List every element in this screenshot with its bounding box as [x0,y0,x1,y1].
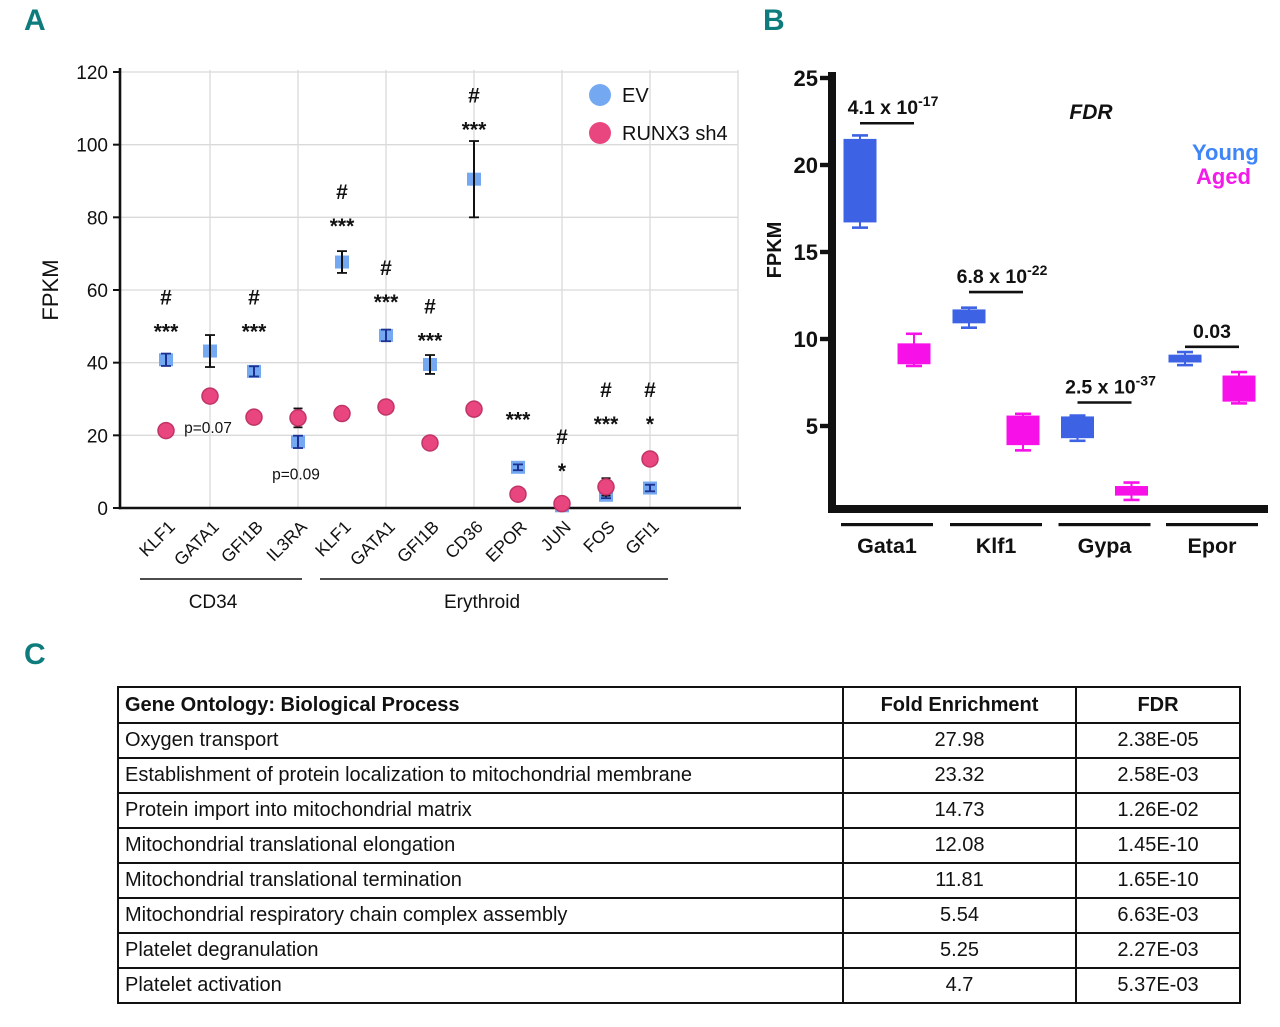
svg-text:#: # [468,84,480,108]
go-fdr-value: 1.45E-10 [1076,828,1240,863]
go-fdr-value: 2.27E-03 [1076,933,1240,968]
svg-text:#: # [160,286,172,310]
gene-IL3RA-3 [272,408,320,483]
box-Epor-young [1169,352,1202,365]
legend-sh4-label: RUNX3 sh4 [622,123,728,145]
legend-aged-label: Aged [1196,164,1251,189]
go-table-body [118,723,1240,1003]
panel-a-x-labels [135,516,663,569]
go-fold-enrichment: 4.7 [843,968,1076,1003]
svg-text:#: # [248,286,260,310]
legend-ev-label: EV [622,85,649,107]
legend-young-label: Young [1192,140,1259,165]
svg-text:FOS: FOS [579,516,619,557]
panel-a-ylabel: FPKM [38,259,63,321]
go-fdr-value: 2.58E-03 [1076,758,1240,793]
go-process-name: Protein import into mitochondrial matrix [118,793,843,828]
go-table-header [118,687,1240,723]
go-fdr-value: 1.26E-02 [1076,793,1240,828]
fdr-annotation-Gata1 [848,93,939,123]
go-process-name: Oxygen transport [118,723,843,758]
fdr-annotation-Klf1 [957,262,1048,292]
gene-GATA1-1 [184,335,232,437]
panel-b-group-Gata1 [841,523,933,558]
go-row-0 [118,723,1240,758]
panel-b-group-Gypa [1059,523,1151,558]
svg-text:Gypa: Gypa [1077,534,1132,558]
svg-text:JUN: JUN [536,516,575,555]
panel-a-group-Erythroid [320,579,668,613]
svg-text:GFI1B: GFI1B [392,516,443,567]
svg-text:Epor: Epor [1187,534,1237,558]
box-Epor-aged [1223,372,1256,403]
go-process-name: Platelet activation [118,968,843,1003]
svg-text:20: 20 [86,426,108,448]
svg-text:#: # [556,426,568,450]
panel-b-group-Klf1 [950,523,1042,558]
svg-text:KLF1: KLF1 [311,516,355,561]
svg-text:4.1 x 10-17: 4.1 x $10^{-17}$ [847,93,939,120]
go-process-name: Mitochondrial translational elongation [118,828,843,863]
svg-text:100: 100 [76,135,108,157]
svg-text:25: 25 [793,66,818,91]
panel-b-y-axis [828,72,836,513]
svg-text:2.5 x 10-37: 2.5 x $10^{-37}$ [1065,372,1156,399]
gene-EPOR-8 [506,409,531,502]
go-header-row [118,687,1240,723]
svg-text:#: # [336,180,348,204]
panel-a-y-ticks [76,63,120,520]
go-header-process: Gene Ontology: Biological Process [118,687,843,723]
panel-a-group-CD34 [140,579,302,613]
go-fold-enrichment: 27.98 [843,723,1076,758]
go-process-name: Platelet degranulation [118,933,843,968]
go-row-5 [118,898,1240,933]
svg-text:CD34: CD34 [188,592,238,613]
svg-text:Gata1: Gata1 [857,534,917,558]
go-row-4 [118,863,1240,898]
svg-text:Erythroid: Erythroid [443,592,521,613]
svg-text:0.03: 0.03 [1193,320,1231,343]
svg-text:***: *** [505,408,531,432]
go-fold-enrichment: 5.25 [843,933,1076,968]
panel-b-chart [764,66,1268,558]
go-row-3 [118,828,1240,863]
panel-b-y-ticks [794,66,830,439]
box-Gypa-aged [1115,483,1148,500]
svg-text:***: *** [373,291,399,315]
svg-text:GATA1: GATA1 [345,516,399,570]
go-fold-enrichment: 14.73 [843,793,1076,828]
go-process-name: Mitochondrial respiratory chain complex assembly [118,898,843,933]
svg-text:6.8 x 10-22: 6.8 x $10^{-22}$ [956,262,1048,289]
svg-text:5: 5 [805,414,818,439]
svg-text:EPOR: EPOR [481,516,531,566]
panel-a-chart [38,63,741,613]
go-row-7 [118,968,1240,1003]
panel-a-legend [589,84,728,145]
svg-text:KLF1: KLF1 [135,516,179,561]
svg-text:#: # [424,295,436,319]
go-row-6 [118,933,1240,968]
svg-text:***: *** [417,329,443,353]
panel-b-title: FDR [1069,101,1113,124]
svg-text:*: * [557,460,567,484]
svg-text:***: *** [329,214,355,238]
gene-FOS-10 [594,379,619,502]
panel-b-x-axis [828,505,1268,513]
panel-b-label: B [763,4,785,37]
go-process-name: Establishment of protein localization to mitochondrial membrane [118,758,843,793]
svg-text:***: *** [593,412,619,436]
go-table-container [117,686,1241,1004]
go-fdr-value: 6.63E-03 [1076,898,1240,933]
go-fdr-value: 2.38E-05 [1076,723,1240,758]
panel-c-label: C [24,638,46,671]
box-Gata1-young [844,135,877,227]
svg-text:Klf1: Klf1 [975,534,1017,558]
legend-sh4-swatch [589,122,611,144]
svg-text:p=0.09: p=0.09 [272,466,320,484]
svg-text:***: *** [241,320,267,344]
panel-a-label: A [24,4,46,37]
svg-text:IL3RA: IL3RA [262,516,311,566]
svg-text:CD36: CD36 [441,516,487,563]
box-Klf1-aged [1007,414,1040,451]
legend-ev-swatch [589,84,611,106]
svg-text:GFI1B: GFI1B [216,516,267,567]
svg-text:***: *** [153,320,179,344]
go-fdr-value: 5.37E-03 [1076,968,1240,1003]
gene-JUN-9 [554,426,570,512]
fdr-annotation-Gypa [1065,373,1156,403]
svg-text:*: * [645,412,655,436]
svg-text:#: # [380,257,392,281]
box-Klf1-young [953,308,986,328]
go-fold-enrichment: 12.08 [843,828,1076,863]
go-fold-enrichment: 11.81 [843,863,1076,898]
svg-text:40: 40 [86,353,108,375]
go-fold-enrichment: 23.32 [843,758,1076,793]
box-Gata1-aged [898,334,931,366]
svg-text:GFI1: GFI1 [621,516,663,559]
gene-ontology-table [117,686,1241,1004]
go-header-fdr: FDR [1076,687,1240,723]
go-process-name: Mitochondrial translational termination [118,863,843,898]
go-fdr-value: 1.65E-10 [1076,863,1240,898]
go-header-fold-enrichment: Fold Enrichment [843,687,1076,723]
svg-text:***: *** [461,118,487,142]
panel-b-ylabel: FPKM [764,221,786,279]
svg-text:GATA1: GATA1 [169,516,223,570]
gene-GFI1B-2 [242,286,267,425]
svg-text:60: 60 [86,281,108,302]
svg-text:p=0.07: p=0.07 [184,419,232,437]
svg-text:120: 120 [76,63,108,84]
gene-GFI1B-6 [418,295,443,451]
svg-text:#: # [600,378,612,402]
fdr-annotation-Epor [1185,321,1239,347]
svg-text:20: 20 [793,153,818,178]
panel-b-group-Epor [1166,523,1258,558]
gene-KLF1-4 [330,181,355,422]
go-row-1 [118,758,1240,793]
svg-text:10: 10 [793,327,818,352]
go-fold-enrichment: 5.54 [843,898,1076,933]
svg-text:#: # [644,378,656,402]
svg-text:0: 0 [97,499,108,520]
svg-text:80: 80 [86,208,108,230]
go-row-2 [118,793,1240,828]
svg-text:15: 15 [793,240,818,265]
box-Gypa-young [1061,416,1094,441]
